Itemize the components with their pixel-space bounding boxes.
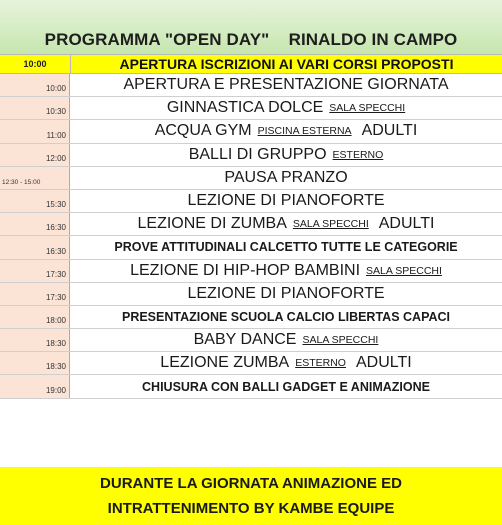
activity-text: LEZIONE DI PIANOFORTE: [187, 284, 385, 302]
schedule-row: [0, 260, 502, 283]
header-text: APERTURA ISCRIZIONI AI VARI CORSI PROPOSTI: [119, 56, 454, 72]
row-time: 17:30: [0, 260, 70, 282]
activity-location: ESTERNO: [295, 357, 346, 370]
row-activity: [70, 283, 502, 305]
schedule-row: [0, 213, 502, 236]
row-activity: [70, 74, 502, 96]
row-time: 18:30: [0, 329, 70, 351]
schedule-row: [0, 144, 502, 167]
row-activity: [70, 260, 502, 282]
activity-text: LEZIONE DI PIANOFORTE: [187, 192, 385, 210]
schedule-row: [0, 236, 502, 259]
schedule-row: [0, 120, 502, 143]
row-time: 10:30: [0, 97, 70, 119]
row-time: 11:00: [0, 120, 70, 142]
row-time: 12:30 - 15:00: [0, 167, 70, 189]
activity-text: PRESENTAZIONE SCUOLA CALCIO LIBERTAS CAPACI: [121, 309, 450, 324]
footer-line-1: DURANTE LA GIORNATA ANIMAZIONE ED: [100, 475, 402, 492]
activity-location: PISCINA ESTERNA: [257, 125, 352, 138]
row-activity: [70, 190, 502, 212]
activity-text: PROVE ATTITUDINALI CALCETTO TUTTE LE CATEGORIE: [114, 240, 458, 255]
schedule-row: [0, 306, 502, 329]
row-activity: [70, 120, 502, 142]
row-time: 16:30: [0, 236, 70, 258]
row-time: 18:00: [0, 306, 70, 328]
activity-text: CHIUSURA CON BALLI GADGET E ANIMAZIONE: [142, 379, 430, 394]
row-activity: [70, 352, 502, 374]
program-title: PROGRAMMA "OPEN DAY" RINALDO IN CAMPO: [0, 0, 502, 54]
activity-text: BABY DANCE: [193, 331, 297, 349]
activity-audience: ADULTI: [355, 354, 412, 372]
header-time: 10:00: [0, 55, 71, 73]
row-activity: [70, 306, 502, 328]
schedule-row: [0, 329, 502, 352]
row-activity: [70, 329, 502, 351]
activity-location: ESTERNO: [332, 148, 384, 161]
activity-text: GINNASTICA DOLCE: [166, 99, 324, 117]
schedule-list: [0, 74, 502, 399]
activity-text: LEZIONE DI HIP-HOP BAMBINI: [130, 261, 361, 279]
activity-text: PAUSA PRANZO: [224, 168, 348, 186]
schedule-row: [0, 190, 502, 213]
schedule-row: [0, 74, 502, 97]
row-time: 17:30: [0, 283, 70, 305]
activity-location: SALA SPECCHI: [302, 334, 379, 347]
activity-text: LEZIONE ZUMBA: [160, 354, 290, 372]
header-row: [0, 54, 502, 74]
row-activity: [70, 97, 502, 119]
row-time: 15:30: [0, 190, 70, 212]
footer-banner: [0, 467, 502, 525]
activity-text: ACQUA GYM: [154, 122, 252, 140]
row-activity: [70, 213, 502, 235]
schedule-row: [0, 167, 502, 190]
row-time: 16:30: [0, 213, 70, 235]
schedule-row: [0, 97, 502, 120]
row-time: 18:30: [0, 352, 70, 374]
activity-audience: ADULTI: [361, 122, 418, 140]
activity-text: APERTURA E PRESENTAZIONE GIORNATA: [123, 76, 449, 94]
row-activity: [70, 375, 502, 397]
schedule-row: [0, 283, 502, 306]
activity-text: LEZIONE DI ZUMBA: [137, 215, 287, 233]
activity-location: SALA SPECCHI: [329, 102, 406, 115]
row-time: 12:00: [0, 144, 70, 166]
footer-line-2: INTRATTENIMENTO BY KAMBE EQUIPE: [107, 500, 395, 517]
row-time: 10:00: [0, 74, 70, 96]
activity-text: BALLI DI GRUPPO: [188, 145, 327, 163]
activity-location: SALA SPECCHI: [366, 264, 442, 277]
row-time: 19:00: [0, 375, 70, 397]
activity-audience: ADULTI: [378, 215, 435, 233]
row-activity: [70, 236, 502, 258]
activity-location: SALA SPECCHI: [292, 218, 369, 231]
row-activity: [70, 167, 502, 189]
schedule-row: [0, 375, 502, 398]
row-activity: [70, 144, 502, 166]
schedule-row: [0, 352, 502, 375]
